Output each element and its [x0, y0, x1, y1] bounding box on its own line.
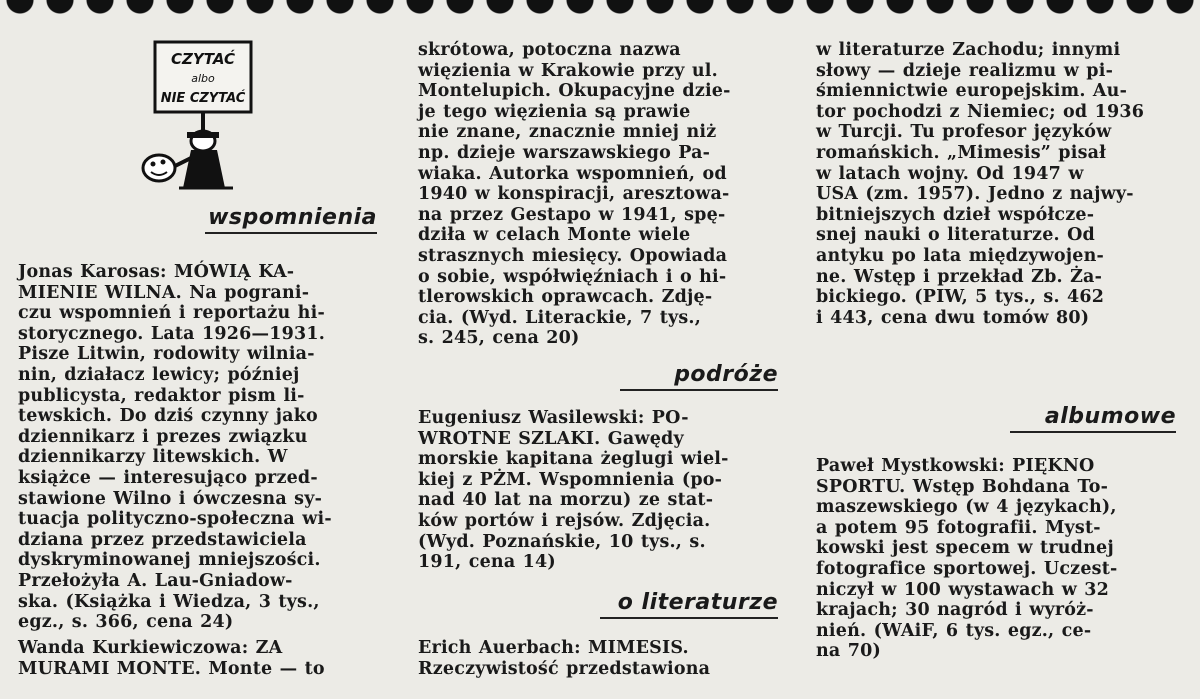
review-line: nad 40 lat na morzu) ze stat- — [418, 490, 714, 511]
top-dotted-border — [0, 0, 1200, 18]
review-line: kiej z PŻM. Wspomnienia (po- — [418, 469, 723, 490]
review-line: stawione Wilno i ówczesna sy- — [18, 488, 323, 509]
review-kurkiewiczowa-continued — [418, 40, 778, 349]
review-line: kowski jest specem w trudnej — [816, 538, 1114, 559]
review-line: książce — interesująco przed- — [18, 467, 318, 488]
czytac-logo — [137, 38, 257, 198]
review-line: śmiennictwie europejskim. Au- — [816, 81, 1128, 102]
review-line: 1940 w konspiracji, aresztowa- — [418, 184, 730, 205]
review-line: Paweł Mystkowski: PIĘKNO — [816, 456, 1095, 476]
review-line: je tego więzienia są prawie — [418, 101, 691, 122]
review-line: s. 245, cena 20) — [418, 328, 580, 349]
review-line: Montelupich. Okupacyjne dzie- — [418, 81, 731, 102]
review-line: tuacja polityczno-społeczna wi- — [18, 509, 332, 530]
review-line: cia. (Wyd. Literackie, 7 tys., — [418, 307, 702, 328]
review-line: Pisze Litwin, rodowity wilnia- — [18, 344, 315, 365]
category-albumowe: albumowe — [1010, 404, 1176, 433]
review-line: tlerowskich oprawcach. Zdję- — [418, 287, 713, 308]
review-line: storycznego. Lata 1926—1931. — [18, 323, 325, 344]
review-line: więzienia w Krakowie przy ul. — [418, 60, 718, 81]
review-line: Jonas Karosas: MÓWIĄ KA- — [18, 262, 295, 282]
review-auerbach — [418, 638, 778, 679]
review-line: SPORTU. Wstęp Bohdana To- — [816, 476, 1109, 497]
review-line: ków portów i rejsów. Zdjęcia. — [418, 510, 711, 531]
category-wspomnienia: wspomnienia — [205, 205, 377, 234]
review-line: romańskich. „Mimesis” pisał — [816, 142, 1107, 163]
review-line: w literaturze Zachodu; innymi — [816, 40, 1121, 60]
review-line: w Turcji. Tu profesor języków — [816, 122, 1112, 143]
review-karosas — [18, 262, 378, 633]
review-line: a potem 95 fotografii. Myst- — [816, 517, 1101, 538]
review-line: o sobie, współwięźniach i o hi- — [418, 266, 727, 287]
review-line: ne. Wstęp i przekład Zb. Ża- — [816, 266, 1103, 287]
review-auerbach-continued — [816, 40, 1178, 328]
review-line: dziana przez przedstawiciela — [18, 529, 307, 550]
review-line: nie znane, znacznie mniej niż — [418, 122, 717, 143]
logo-middle-text: albo — [191, 72, 215, 85]
review-line: egz., s. 366, cena 24) — [18, 612, 234, 633]
review-line: dziennikarz i prezes związku — [18, 426, 308, 447]
review-line: tor pochodzi z Niemiec; od 1936 — [816, 101, 1145, 122]
review-line: krajach; 30 nagród i wyróż- — [816, 600, 1094, 621]
review-line: nin, działacz lewicy; później — [18, 364, 300, 385]
review-line: na 70) — [816, 641, 881, 662]
review-line: w latach wojny. Od 1947 w — [816, 163, 1084, 184]
review-line: Eugeniusz Wasilewski: PO- — [418, 408, 689, 428]
review-line: czu wspomnień i reportażu hi- — [18, 303, 325, 324]
review-line: Wanda Kurkiewiczowa: ZA — [18, 638, 283, 658]
review-line: na przez Gestapo w 1941, spę- — [418, 204, 726, 225]
review-mystkowski — [816, 456, 1178, 662]
review-line: MURAMI MONTE. Monte — to — [18, 658, 325, 679]
review-line: Erich Auerbach: MIMESIS. — [418, 638, 689, 658]
logo-top-text: CZYTAĆ — [171, 50, 235, 68]
review-line: bitniejszych dzieł współcze- — [816, 204, 1095, 225]
logo-bottom-text: NIE CZYTAĆ — [160, 91, 246, 106]
review-line: nień. (WAiF, 6 tys. egz., ce- — [816, 620, 1092, 641]
review-kurkiewiczowa — [18, 638, 378, 679]
review-line: dyskryminowanej mniejszości. — [18, 550, 321, 571]
review-line: niczył w 100 wystawach w 32 — [816, 579, 1110, 600]
review-line: i 443, cena dwu tomów 80) — [816, 307, 1090, 328]
review-line: maszewskiego (w 4 językach), — [816, 497, 1117, 518]
review-line: fotografice sportowej. Uczest- — [816, 558, 1118, 579]
review-line: WROTNE SZLAKI. Gawędy — [418, 428, 684, 449]
review-line: Rzeczywistość przedstawiona — [418, 658, 711, 679]
review-line: dziła w celach Monte wiele — [418, 225, 691, 246]
review-line: snej nauki o literaturze. Od — [816, 225, 1095, 246]
review-line: bickiego. (PIW, 5 tys., s. 462 — [816, 287, 1105, 308]
review-line: MIENIE WILNA. Na pograni- — [18, 282, 310, 303]
review-line: np. dzieje warszawskiego Pa- — [418, 142, 711, 163]
review-line: wiaka. Autorka wspomnień, od — [418, 163, 727, 184]
review-line: dziennikarzy litewskich. W — [18, 447, 288, 468]
review-line: ska. (Książka i Wiedza, 3 tys., — [18, 591, 320, 612]
review-line: 191, cena 14) — [418, 552, 556, 573]
category-podroze: podróże — [620, 362, 778, 391]
review-line: antyku po lata międzywojen- — [816, 245, 1104, 266]
review-line: strasznych miesięcy. Opowiada — [418, 245, 728, 266]
review-line: słowy — dzieje realizmu w pi- — [816, 60, 1114, 81]
review-line: (Wyd. Poznańskie, 10 tys., s. — [418, 531, 706, 552]
category-o-literaturze: o literaturze — [600, 590, 778, 619]
review-line: skrótowa, potoczna nazwa — [418, 40, 681, 60]
review-line: publicysta, redaktor pism li- — [18, 385, 305, 406]
review-line: morskie kapitana żeglugi wiel- — [418, 449, 729, 470]
review-wasilewski — [418, 408, 778, 573]
review-line: Przełożyła A. Lau-Gniadow- — [18, 570, 293, 591]
review-line: tewskich. Do dziś czynny jako — [18, 406, 318, 427]
review-line: USA (zm. 1957). Jedno z najwy- — [816, 184, 1134, 205]
